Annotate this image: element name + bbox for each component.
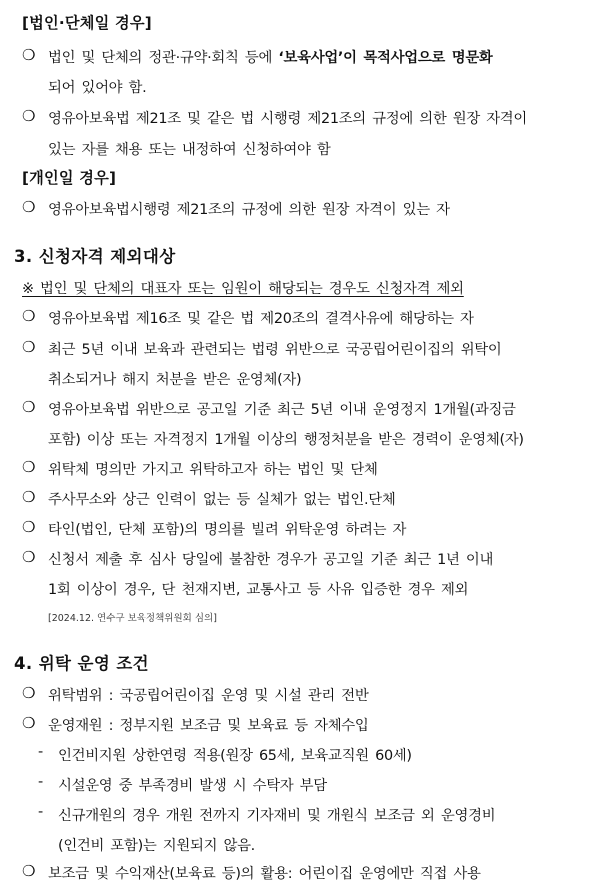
- item-text: 영유아보육법 제21조 및 같은 법 시행령 제21조의 규정에 의한 원장 자격이: [48, 111, 528, 127]
- item-text: 타인(법인, 단체 포함)의 명의를 빌려 위탁운영 하려는 자: [48, 522, 407, 538]
- item-text: 최근 5년 이내 보육과 관련되는 법령 위반으로 국공립어린이집의 위탁이: [48, 342, 502, 358]
- item-text: 인건비지원 상한연령 적용(원장 65세, 보육교직원 60세): [58, 748, 412, 764]
- corporate-case-heading: [법인·단체일 경우]: [22, 14, 152, 32]
- exclusions-footnote: [2024.12. 연수구 보육정책위원회 심의]: [48, 613, 217, 624]
- item-text-cont: 있는 자를 채용 또는 내정하여 신청하여야 함: [48, 142, 331, 158]
- circle-bullet-icon: ❍: [22, 518, 36, 536]
- item-text: 신규개원의 경우 개원 전까지 기자재비 및 개원식 보조금 외 운영경비: [58, 808, 496, 824]
- item-text: 법인 및 단체의 정관·규약·회칙 등에: [48, 50, 279, 66]
- item-text-cont: 취소되거나 해지 처분을 받은 운영체(자): [48, 372, 302, 388]
- circle-bullet-icon: ❍: [22, 548, 36, 566]
- individual-case-heading: [개인일 경우]: [22, 169, 117, 187]
- circle-bullet-icon: ❍: [22, 488, 36, 506]
- item-text-cont: 1회 이상이 경우, 단 천재지변, 교통사고 등 사유 입증한 경우 제외: [48, 582, 469, 598]
- circle-bullet-icon: ❍: [22, 198, 36, 216]
- circle-bullet-icon: ❍: [22, 458, 36, 476]
- circle-bullet-icon: ❍: [22, 46, 36, 64]
- circle-bullet-icon: ❍: [22, 398, 36, 416]
- circle-bullet-icon: ❍: [22, 307, 36, 325]
- item-text: 영유아보육법시행령 제21조의 규정에 의한 원장 자격이 있는 자: [48, 202, 450, 218]
- exclusions-note: ※ 법인 및 단체의 대표자 또는 임원이 해당되는 경우도 신청자격 제외: [22, 281, 464, 297]
- item-text: 보조금 및 수익재산(보육료 등)의 활용: 어린이집 운영에만 직접 사용: [48, 866, 481, 882]
- circle-bullet-icon: ❍: [22, 862, 36, 880]
- item-text: 시설운영 중 부족경비 발생 시 수탁자 부담: [58, 778, 327, 794]
- circle-bullet-icon: ❍: [22, 684, 36, 702]
- circle-bullet-icon: ❍: [22, 714, 36, 732]
- exclusions-heading: 3. 신청자격 제외대상: [14, 247, 176, 266]
- item-text: 위탁범위 : 국공립어린이집 운영 및 시설 관리 전반: [48, 688, 369, 704]
- item-text: 영유아보육법 제16조 및 같은 법 제20조의 결격사유에 해당하는 자: [48, 311, 474, 327]
- dash-marker: -: [38, 744, 43, 760]
- operation-heading: 4. 위탁 운영 조건: [14, 654, 150, 673]
- dash-marker: -: [38, 804, 43, 820]
- item-text-cont: 되어 있어야 함.: [48, 80, 147, 96]
- item-text-cont: (인건비 포함)는 지원되지 않음.: [58, 838, 255, 854]
- item-emphasis: ‘보육사업’이 목적사업으로 명문화: [278, 50, 493, 66]
- item-text-cont: 포함) 이상 또는 자격정지 1개월 이상의 행정처분을 받은 경력이 운영체(자): [48, 432, 524, 448]
- item-text: 영유아보육법 위반으로 공고일 기준 최근 5년 이내 운영정지 1개월(과징금: [48, 402, 516, 418]
- dash-marker: -: [38, 774, 43, 790]
- item-text: 위탁체 명의만 가지고 위탁하고자 하는 법인 및 단체: [48, 462, 378, 478]
- item-text: 운영재원 : 정부지원 보조금 및 보육료 등 자체수입: [48, 718, 369, 734]
- item-text: 주사무소와 상근 인력이 없는 등 실체가 없는 법인.단체: [48, 492, 396, 508]
- circle-bullet-icon: ❍: [22, 338, 36, 356]
- circle-bullet-icon: ❍: [22, 107, 36, 125]
- item-text: 신청서 제출 후 심사 당일에 불참한 경우가 공고일 기준 최근 1년 이내: [48, 552, 494, 568]
